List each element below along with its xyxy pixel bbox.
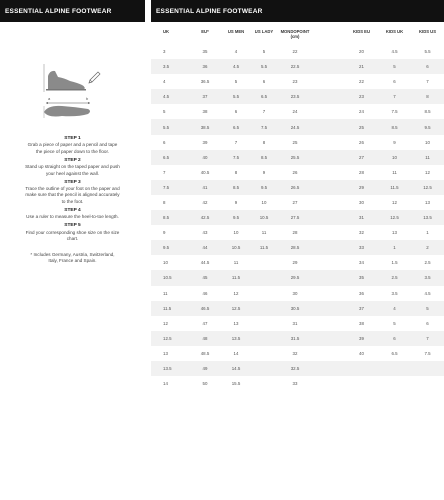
table-cell: 42.5 [188,210,222,225]
table-cell: 7 [151,165,188,180]
table-row [151,346,444,361]
table-cell [312,74,345,89]
table-cell: 4 [222,44,250,59]
table-cell: 2.5 [411,255,444,270]
table-cell: 10 [151,255,188,270]
table-cell: 5 [151,104,188,119]
column-header: KIDS US [419,29,436,34]
table-cell [312,44,345,59]
table-cell: 36 [345,286,378,301]
left-brand-header: ESSENTIAL ALPINE FOOTWEAR [0,0,145,22]
step-3: STEP 3 Trace the outline of your foot on the paper and make sure that the pencil is aligned accurately to the foot. [25,179,120,204]
table-cell: 8.5 [378,119,411,134]
table-row [151,59,444,74]
step-2: STEP 2 Stand up straight on the taped paper and push your heel against the wall. [25,157,120,176]
table-cell: 24 [278,104,312,119]
table-cell: 41 [188,180,222,195]
table-cell: 22.5 [278,59,312,74]
table-cell: 7.5 [411,346,444,361]
table-cell [312,361,345,376]
table-cell: 31.5 [278,331,312,346]
table-cell: 23 [345,89,378,104]
table-cell: 11.5 [222,270,250,285]
table-cell [250,346,278,361]
table-cell: 36.5 [188,74,222,89]
table-cell: 6.5 [250,89,278,104]
table-row [151,104,444,119]
table-cell: 8 [250,135,278,150]
table-cell: 11.5 [250,240,278,255]
right-brand-header: ESSENTIAL ALPINE FOOTWEAR [151,0,444,22]
table-cell: 6 [222,104,250,119]
table-cell: 13.5 [151,361,188,376]
table-cell: 4 [151,74,188,89]
table-cell: 21 [345,59,378,74]
column-header: UK [163,29,170,34]
table-cell: 9 [378,135,411,150]
table-cell: 4.5 [151,89,188,104]
table-cell: 2.5 [378,270,411,285]
table-cell: 22 [345,74,378,89]
table-cell: 8.5 [250,150,278,165]
table-cell: 30 [345,195,378,210]
foot-measure-icon [38,62,108,130]
table-cell: 32 [278,346,312,361]
table-cell: 4.5 [411,286,444,301]
table-cell [312,150,345,165]
table-cell: 11 [151,286,188,301]
table-cell [250,286,278,301]
table-cell: 6 [378,331,411,346]
table-cell: 3.5 [378,286,411,301]
table-cell: 6 [151,135,188,150]
table-cell: 24 [345,104,378,119]
table-cell: 28 [345,165,378,180]
table-cell [312,331,345,346]
table-cell: 3 [151,44,188,59]
table-cell: 12 [378,195,411,210]
table-cell: 40 [345,346,378,361]
table-cell: 12.5 [222,301,250,316]
table-cell: 20 [345,44,378,59]
table-row [151,361,444,376]
table-cell: 30 [278,286,312,301]
table-cell: 26.5 [278,180,312,195]
table-cell: 29 [278,255,312,270]
table-cell: 7.5 [151,180,188,195]
table-cell: 6.5 [151,150,188,165]
table-cell: 11 [378,165,411,180]
table-cell: 12 [411,165,444,180]
table-cell [345,361,378,376]
table-cell: 6 [411,316,444,331]
table-cell: 7.5 [222,150,250,165]
table-cell: 10 [378,150,411,165]
steps-list [0,133,145,265]
table-cell: 7.5 [378,104,411,119]
table-cell: 9 [250,165,278,180]
table-cell [345,376,378,391]
table-cell: 38.5 [188,119,222,134]
table-cell: 27.5 [278,210,312,225]
table-header-row [151,22,444,44]
countries-footnote: * Includes Germany, Austria, Switzerland, Italy, France and Spain. [30,252,115,264]
table-cell: 23.5 [278,89,312,104]
table-cell: 36 [188,59,222,74]
table-cell: 11.5 [151,301,188,316]
table-cell [312,104,345,119]
table-cell: 25.5 [278,150,312,165]
table-cell: 9 [222,195,250,210]
table-cell [312,346,345,361]
table-cell: 32 [345,225,378,240]
table-row [151,270,444,285]
table-cell [250,301,278,316]
table-cell: 25 [345,119,378,134]
table-cell: 40.5 [188,165,222,180]
table-row [151,119,444,134]
table-row [151,331,444,346]
table-cell [312,301,345,316]
table-cell: 5 [378,316,411,331]
table-row [151,301,444,316]
table-cell: 6 [411,59,444,74]
table-cell: 12.5 [151,331,188,346]
table-cell [312,59,345,74]
table-cell: 4.5 [378,44,411,59]
table-cell: 6.5 [378,346,411,361]
column-header: US MEN [227,29,245,34]
table-body [151,44,444,391]
step-4: STEP 4 Use a ruler to measure the heel-to-toe length. [26,207,119,220]
table-cell: 1 [411,225,444,240]
table-row [151,89,444,104]
table-row [151,165,444,180]
table-cell: 14.5 [222,361,250,376]
table-cell: 5 [222,74,250,89]
table-cell [411,376,444,391]
table-row [151,376,444,391]
table-cell: 37 [188,89,222,104]
table-cell: 11 [411,150,444,165]
table-cell: 7 [411,331,444,346]
table-cell [378,361,411,376]
label-b: b [86,96,89,101]
label-a: a [48,96,51,101]
table-cell: 45 [188,270,222,285]
table-cell: 8.5 [411,104,444,119]
step-5: STEP 5 Find your corresponding shoe size on the size chart. [25,223,120,242]
table-cell: 35 [188,44,222,59]
table-cell [312,89,345,104]
table-cell: 5 [411,301,444,316]
table-cell: 26 [345,135,378,150]
table-cell: 6.5 [222,119,250,134]
table-cell: 10 [411,135,444,150]
table-row [151,150,444,165]
table-cell: 4.5 [222,59,250,74]
table-cell: 33 [345,240,378,255]
table-cell: 27 [345,150,378,165]
table-cell: 10.5 [250,210,278,225]
table-cell [312,210,345,225]
table-cell: 28 [278,225,312,240]
step-1: STEP 1 Grab a piece of paper and a pencil and tape the piece of paper down to the floor. [27,136,118,154]
table-cell: 9 [151,225,188,240]
table-row [151,210,444,225]
table-cell: 11 [222,255,250,270]
table-cell: 9.5 [411,119,444,134]
table-cell: 32.5 [278,361,312,376]
measuring-guide-panel [0,0,145,500]
table-cell [312,240,345,255]
table-cell: 13 [151,346,188,361]
table-cell [312,316,345,331]
table-cell: 8 [151,195,188,210]
table-cell [312,119,345,134]
table-row [151,316,444,331]
table-row [151,74,444,89]
table-cell: 7 [378,89,411,104]
table-cell: 48 [188,331,222,346]
table-cell: 13 [378,225,411,240]
table-cell [312,270,345,285]
table-cell: 13.5 [222,331,250,346]
table-cell: 35 [345,270,378,285]
column-header: US LADY [254,29,274,34]
table-cell: 50 [188,376,222,391]
table-cell: 10 [250,195,278,210]
table-cell: 10.5 [222,240,250,255]
table-cell: 29.5 [278,270,312,285]
table-row [151,44,444,59]
table-cell: 24.5 [278,119,312,134]
table-cell: 8 [411,89,444,104]
table-cell: 2 [411,240,444,255]
table-cell: 13.5 [411,210,444,225]
table-cell: 11.5 [378,180,411,195]
size-chart-panel [151,0,444,500]
table-cell: 7 [411,74,444,89]
table-cell [411,361,444,376]
table-cell: 14 [222,346,250,361]
table-cell: 15.5 [222,376,250,391]
table-cell [250,376,278,391]
table-cell [312,286,345,301]
table-cell: 22 [278,44,312,59]
table-cell: 6 [378,74,411,89]
table-cell: 37 [345,301,378,316]
table-cell: 5.5 [151,119,188,134]
table-cell: 28.5 [278,240,312,255]
size-chart-table [151,22,444,391]
table-cell: 34 [345,255,378,270]
table-cell [312,180,345,195]
table-cell: 8.5 [222,180,250,195]
table-cell [250,331,278,346]
table-row [151,180,444,195]
table-row [151,286,444,301]
table-cell: 8 [222,165,250,180]
table-cell: 43 [188,225,222,240]
table-cell: 40 [188,150,222,165]
table-cell: 39 [188,135,222,150]
table-cell: 31 [345,210,378,225]
table-cell: 49 [188,361,222,376]
table-cell: 25 [278,135,312,150]
column-header [312,22,345,44]
table-cell: 12.5 [378,210,411,225]
table-cell: 13 [222,316,250,331]
table-cell: 46.5 [188,301,222,316]
column-header: MONDOPOINT (cm) [280,29,310,39]
table-cell: 14 [151,376,188,391]
table-cell [250,316,278,331]
table-cell: 10.5 [151,270,188,285]
table-cell: 3.5 [151,59,188,74]
table-cell: 7 [222,135,250,150]
table-cell: 3.5 [411,270,444,285]
table-cell: 27 [278,195,312,210]
table-cell: 12.5 [411,180,444,195]
column-header: EU* [201,29,209,34]
table-cell: 6 [250,74,278,89]
table-cell: 10 [222,225,250,240]
table-cell [250,255,278,270]
table-cell [312,225,345,240]
column-header: KIDS UK [385,29,404,34]
table-cell: 5.5 [250,59,278,74]
table-cell: 38 [345,316,378,331]
table-cell: 48.5 [188,346,222,361]
table-row [151,255,444,270]
table-cell [250,270,278,285]
table-row [151,240,444,255]
table-cell: 23 [278,74,312,89]
table-cell: 31 [278,316,312,331]
table-cell: 26 [278,165,312,180]
table-cell: 12 [151,316,188,331]
table-row [151,135,444,150]
table-cell: 5 [250,44,278,59]
table-cell: 4 [378,301,411,316]
table-cell: 39 [345,331,378,346]
table-row [151,225,444,240]
table-cell: 9.5 [151,240,188,255]
table-cell: 46 [188,286,222,301]
table-cell: 47 [188,316,222,331]
table-cell: 30.5 [278,301,312,316]
table-cell: 38 [188,104,222,119]
table-cell [312,376,345,391]
table-cell: 7 [250,104,278,119]
table-cell: 1.5 [378,255,411,270]
table-cell [250,361,278,376]
table-cell: 13 [411,195,444,210]
table-cell [312,165,345,180]
table-cell [312,135,345,150]
table-cell: 29 [345,180,378,195]
table-cell: 44.5 [188,255,222,270]
table-cell: 7.5 [250,119,278,134]
table-cell: 5.5 [411,44,444,59]
table-cell: 33 [278,376,312,391]
table-cell [312,195,345,210]
table-cell: 42 [188,195,222,210]
table-cell: 5.5 [222,89,250,104]
table-cell: 44 [188,240,222,255]
table-cell: 5 [378,59,411,74]
table-row [151,195,444,210]
table-cell: 11 [250,225,278,240]
table-cell [312,255,345,270]
table-cell: 12 [222,286,250,301]
table-cell: 8.5 [151,210,188,225]
table-cell [378,376,411,391]
table-cell: 1 [378,240,411,255]
table-cell: 9.5 [250,180,278,195]
column-header: KIDS EU [353,29,370,34]
table-cell: 9.5 [222,210,250,225]
